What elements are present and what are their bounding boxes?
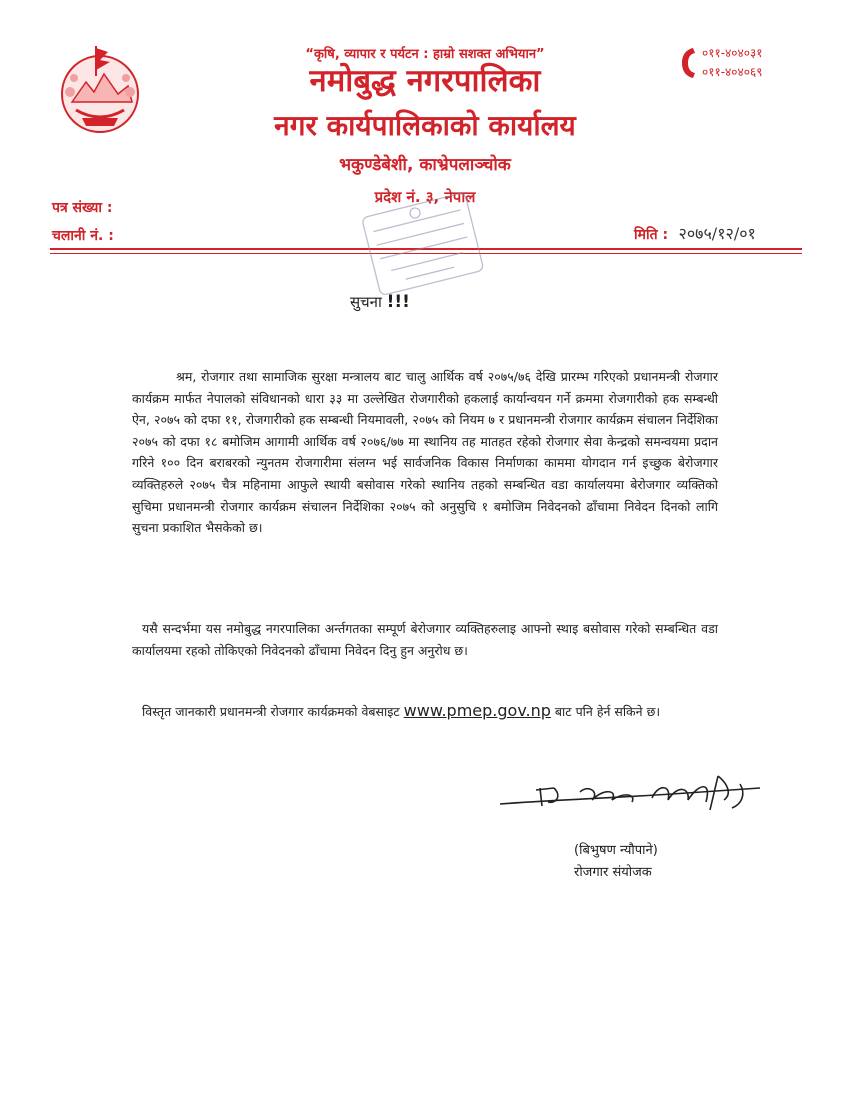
office-name: नमोबुद्ध नगरपालिका [309,63,541,99]
notice-title: सुचना [350,293,382,311]
date-label: मिति : [634,227,669,243]
phone-icon [679,46,699,80]
phone-number: ०११-४०४०३१ [702,46,763,60]
phone-numbers [702,44,763,82]
date-row [634,222,756,244]
office-province: प्रदेश नं. ३, नेपाल [374,188,476,206]
notice-exclamations: !!! [386,292,410,312]
phone-number: ०११-४०४०६९ [702,65,763,79]
office-stamp [358,190,488,300]
signature-mark [492,770,772,820]
office-subtitle: नगर कार्यपालिकाको कार्यालय [274,109,576,142]
letter-number-label: पत्र संख्या : [52,200,113,216]
office-location: भकुण्डेबेशी, काभ्रेपलाञ्चोक [339,155,511,175]
notice-heading [350,292,410,312]
slogan: “कृषि, व्यापार र पर्यटन : हाम्रो सशक्त अभियान” [305,47,545,62]
website-text-before: विस्तृत जानकारी प्रधानमन्त्री रोजगार कार्यक्रमको वेबसाइट [142,704,400,719]
notice-paragraph: श्रम, रोजगार तथा सामाजिक सुरक्षा मन्त्रालय बाट चालु आर्थिक वर्ष २०७५/७६ देखि प्रारम्भ गरिएको प्रधानमन्त्री रोजगार कार्यक्रम मार्फत नेपालको संविधानको धारा ३३ मा उल्लेखित रोजगारीको हकलाई कार्यान्वयन गर्ने क्रममा रोजगारीको हक सम्बन्धी ऐन, २०७५ को दफा ११, रोजगारीको हक सम्बन्धी नियमावली, २०७५ को नियम ७ र प्रधानमन्त्री रोजगार कार्यक्रम संचालन निर्देशिका २०७५ को दफा १८ बमोजिम आगामी आर्थिक वर्ष २०७६/७७ मा स्थानिय तह मातहत रहेको रोजगार सेवा केन्द्रको समन्वयमा प्रदान गरिने १०० दिन बराबरको न्युनतम रोजगारीमा संलग्न भई सार्वजनिक विकास निर्माणका काममा योगदान गर्न इच्छुक बेरोजगार व्यक्तिहरुले २०७५ चैत्र महिनामा आफुले स्थायी बसोवास गरेको स्थानिय तहको सम्बन्धित वडा कार्यालयमा बेरोजगार व्यक्तिको सुचिमा प्रधानमन्त्री रोजगार कार्यक्रम संचालन निर्देशिका २०७५ को अनुसुचि १ बमोजिम निवेदनको ढाँचामा निवेदन दिनको लागि सुचना प्रकाशित भैसकेको छ। [132,369,718,536]
nepal-emblem-logo [52,42,148,138]
signer-name: (बिभुषण न्यौपाने) [574,843,658,858]
date-value: २०७५/१२/०१ [678,224,756,243]
website-link[interactable]: www.pmep.gov.np [403,701,551,720]
dispatch-number-label: चलानी नं. : [52,228,114,244]
notice-paragraph [132,700,718,723]
notice-paragraph: यसै सन्दर्भमा यस नमोबुद्ध नगरपालिका अर्न्तगतका सम्पूर्ण बेरोजगार व्यक्तिहरुलाइ आफ्नो स्थाइ बसोवास गरेको सम्बन्धित वडा कार्यालयमा रहको तोकिएको निवेदनको ढाँचामा निवेदन दिनु हुन अनुरोध छ। [132,621,718,658]
signer-title: रोजगार संयोजक [574,865,652,880]
website-text-after: बाट पनि हेर्न सकिने छ। [554,704,661,719]
